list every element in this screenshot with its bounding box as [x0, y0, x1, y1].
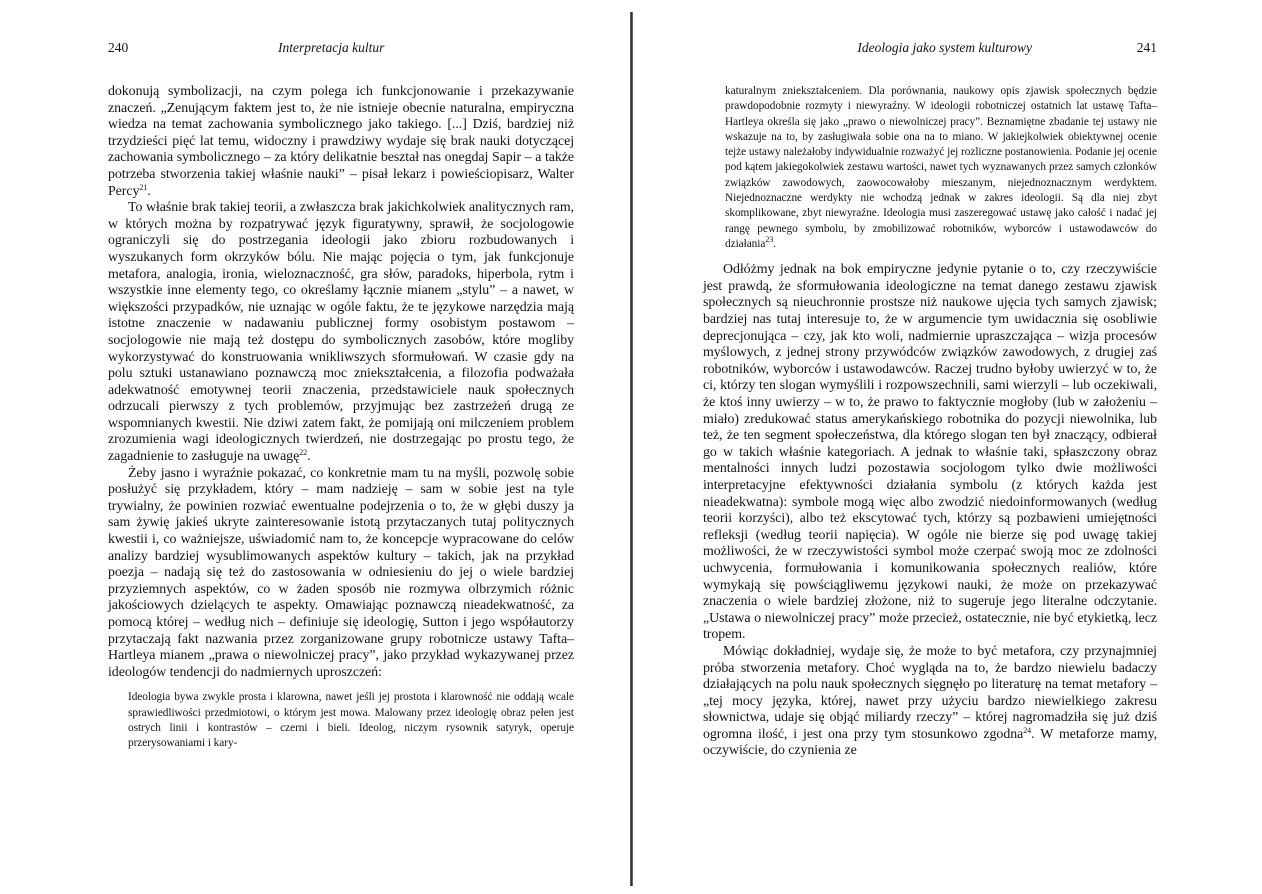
footnote-ref: 23	[765, 234, 774, 244]
right-running-title: Ideologia jako system kulturowy	[857, 40, 1032, 55]
footnote-ref: 22	[299, 448, 308, 458]
paragraph: Mówiąc dokładniej, wydaje się, że może to być metafora, czy przynajmniej próba stworzenia metafory. Choć wygląda na to, że bardzo niewielu badaczy działających na polu nauk społecznych sięgnęło po literaturę na temat metafory – „tej mocy języka, której, nawet przy użyciu bardzo niewielkiego zakresu słownictwa, udaje się objąć miliardy rzeczy” – której nagromadziła się już dziś ogromna ilość, i jest ona przy tym stosunkowo zgodna$^{24}$. W metaforze mamy, oczywiście, do czynienia ze	[703, 643, 1157, 759]
footnote-ref: 24	[1023, 725, 1032, 735]
paragraph: Odłóżmy jednak na bok empiryczne jedynie pytanie o to, czy rzeczywiście jest prawdą, że sformułowania ideologiczne na temat danego zestawu zjawisk społecznych są nieuchronnie prostsze niż naukowe ujęcia tych samych zjawisk; bardziej nas tutaj interesuje to, że w argumencie tym uwidacznia się osobliwie deprecjonująca – czy, jak kto woli, nadmiernie upraszczająca – wizja procesów myślowych, z jednej strony przywódców związków zawodowych, z drugiej zaś robotników, wyborców i ustawodawców. Raczej trudno byłoby uwierzyć w to, że ci, którzy ten slogan wymyślili i rozpowszechnili, sami wierzyli – lub oczekiwali, że ktoś inny uwierzy – w to, że prawo to faktycznie mogłoby (lub w założeniu – miało) zredukować status amerykańskiego robotnika do pozycji niewolnika, lub też, że ten segment społeczeństwa, dla którego slogan ten był znaczący, odbierał go w takich właśnie kategoriach. A jednak to właśnie taki, spłaszczony obraz mentalności innych ludzi pozostawia socjologom tylko dwie możliwości interpretacyjne efektywności działania symbolu (z których każda jest nieadekwatna): symbole mogą więc albo zwodzić niedoinformowanych (według teorii korzyści), albo też ekscytować tych, którzy są pozbawieni umiejętności refleksji (według teorii napięcia). W ogóle nie bierze się pod uwagę takiej możliwości, że w rzeczywistości symbol może czerpać swoją moc ze zdolności uchwycenia, formułowania i komunikowania społecznych realiów, które wymykają się powściągliwemu językowi nauki, że może on przekazywać znaczenia o wiele bardziej złożone, niż to sugeruje jego literalne odczytanie. „Ustawa o niewolniczej pracy” może przecież, ostatecznie, nie być etykietką, lecz tropem.	[703, 262, 1157, 643]
right-running-head	[703, 40, 1157, 62]
left-page	[108, 40, 574, 752]
left-page-number: 240	[108, 40, 129, 55]
block-quote: Ideologia bywa zwykle prosta i klarowna, nawet jeśli jej prostota i klarowność nie oddają wcale sprawiedliwości przedmiotowi, o którym jest mowa. Malowany przez ideologię obraz pełen jest ostrych linii i kontrastów – czerni i bieli. Ideolog, niczym rysownik satyryk, operuje przerysowaniami i kary-	[128, 691, 574, 750]
right-page	[703, 40, 1157, 760]
paragraph: Żeby jasno i wyraźnie pokazać, co konkretnie mam tu na myśli, pozwolę sobie posłużyć się przykładem, który – mam nadzieję – sam w sobie jest na tyle trywialny, że powinien rozwiać ewentualne podejrzenia o to, że w głębi duszy ja sam żywię jakieś ukryte zainteresowanie istotą przytaczanych tutaj politycznych kwestii i, co ważniejsze, uświadomić nam to, że koncepcje wypracowane do celów analizy bardziej wysublimowanych aspektów kultury – takich, jak na przykład poezja – nadają się też do zastosowania w odniesieniu do jej o wiele bardziej przyziemnych aspektów, co w żaden sposób nie rozmywa olbrzymich różnic jakościowych dzielących te aspekty. Omawiając poznawczą nieadekwatność, za pomocą której – według nich – definiuje się ideologię, Sutton i jego współautorzy przytaczają fakt nazwania przez zorganizowane grupy robotnicze ustawy Tafta–Hartleya mianem „prawa o niewolniczej pracy”, jako przykład wykazywanej przez ideologów tendencji do nadmiernych uproszczeń:	[108, 465, 574, 680]
footnote-ref: 21	[139, 182, 148, 192]
left-body-text	[108, 84, 574, 752]
paragraph: To właśnie brak takiej teorii, a zwłaszcza brak jakichkolwiek analitycznych ram, w których można by rozpatrywać język figuratywny, sprawił, że socjologowie ograniczyli się do postrzegania ideologii jako zbioru rozbudowanych i wyszukanych form okrzyków bólu. Nie mając pojęcia o tym, jak funkcjonuje metafora, analogia, ironia, wieloznaczność, gra słów, paradoks, hiperbola, rytm i wszystkie inne elementy tego, co określamy łącznie mianem „stylu” – a nawet, w większości przypadków, nie uznając w ogóle faktu, że te językowe narzędzia mają istotne znaczenie w nadawaniu publicznej formy osobistym postawom – socjologowie nie mają też dostępu do symbolicznych zasobów, które mogliby wykorzystywać do konstruowania wnikliwszych sformułowań. W czasie gdy na polu sztuki ustanawiano poznawczą moc zniekształcenia, a filozofia podważała adekwatność emotywnej teorii znaczenia, przedstawiciele nauk społecznych odrzucali pierwszy z tych problemów, przyjmując bez zastrzeżeń drugą ze wspomnianych kwestii. Nie dziwi zatem fakt, że pomijają oni milczeniem problem zrozumienia wagi ideologicznych twierdzeń, nie dostrzegając po prostu tego, że zagadnienie to zasługuje na uwagę$^{22}$.	[108, 200, 574, 465]
block-quote: katuralnym zniekształceniem. Dla porównania, naukowy opis zjawisk społecznych będzie prawdopodobnie rozmyty i niewyraźny. W ideologii robotniczej ostatnich lat ustawę Tafta–Hartleya określa się jako „prawo o niewolniczej pracy”. Beznamiętne zbadanie tej ustawy nie wskazuje na to, by zasługiwała sobie ona na to miano. W jakiejkolwiek obiektywnej ocenie tejże ustawy należałoby indywidualnie rozważyć jej rozliczne postanowienia. Podanie jej ocenie pod kątem jakiegokolwiek zestawu wartości, nawet tych wyznawanych przez samych członków związków zawodowych, zaowocowałoby mieszanym, niejednoznacznym werdyktem. Niejednoznaczne werdykty nie wchodzą jednak w zakres ideologii. Są dla niej zbyt skomplikowane, zbyt niewyraźne. Ideologia musi zaszeregować ustawę jako całość i nadać jej rangę pewnego symbolu, by zmobilizować robotników, wyborców i ustawodawców do działania$^{23}$.	[725, 85, 1157, 250]
right-body-text	[703, 84, 1157, 760]
left-running-head	[108, 40, 574, 62]
right-page-number: 241	[1136, 40, 1157, 55]
left-running-title: Interpretacja kultur	[278, 40, 385, 55]
paragraph: dokonują symbolizacji, na czym polega ich funkcjonowanie i przekazywanie znaczeń. „Zenującym faktem jest to, że nie istnieje obecnie naturalna, empiryczna wiedza na temat zachowania symbolicznego jako takiego. [...] Dziś, bardziej niż trzydzieści pięć lat temu, widoczny i prawdziwy wydaje się brak nauki dotyczącej zachowania symbolicznego – za który delikatnie beształ nas onegdaj Sapir – a także potrzeba stworzenia takiej właśnie nauki” – pisał lekarz i powieściopisarz, Walter Percy$^{21}$.	[108, 84, 574, 199]
book-gutter	[630, 12, 633, 886]
